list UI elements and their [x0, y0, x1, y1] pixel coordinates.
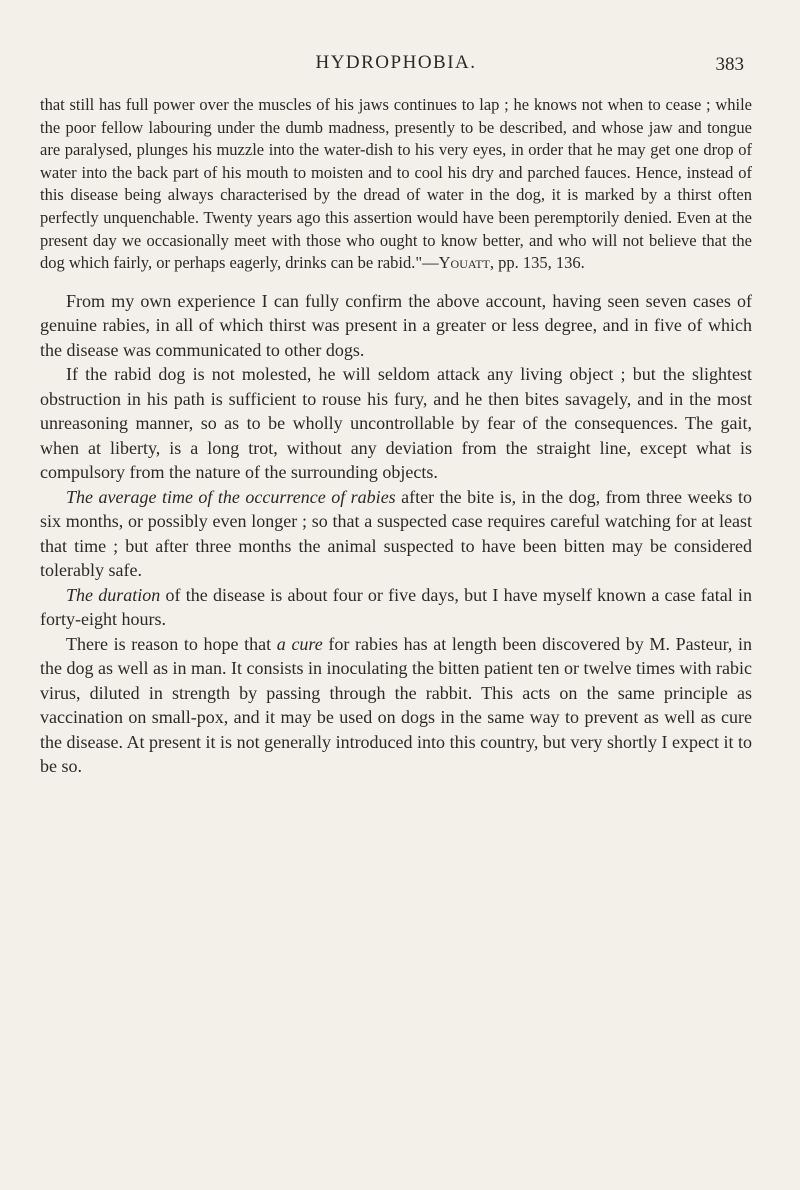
cure-text-rest: for rabies has at length been discovered by M. Pasteur, in the dog as well as in man. It consists in inoculating the bitten patient ten or twelve times with rabic virus, diluted in strength by passing through the rabbit. This acts on the same principle as vaccination on small-pox, and it may be used on dogs in the same way to prevent as well as cure the disease. At present it is not generally introduced into this country, but very shortly I expect it to be so.: [40, 633, 752, 777]
cure-text-start: There is reason to hope that: [66, 633, 277, 654]
duration-text: of the disease is about four or five days, but I have myself known a case fatal in forty-eight hours.: [40, 584, 752, 630]
incubation-text: after the bite is, in the dog, from three weeks to six months, or possibly even longer ; so that a suspected case requires careful watching for at least that time ; but after three months the animal suspected to have been bitten may be considered tolerably safe.: [40, 486, 752, 581]
paragraph-duration: [40, 583, 752, 632]
heading-duration: The duration: [66, 584, 161, 605]
quoted-passage: [40, 94, 752, 275]
paragraph-experience: From my own experience I can fully confirm the above account, having seen seven cases of genuine rabies, in all of which thirst was present in a greater or less degree, and in five of which the disease was communicated to other dogs.: [40, 290, 752, 360]
quote-text: that still has full power over the muscles of his jaws continues to lap ; he knows not when to cease ; while the poor fellow labouring under the dumb madness, presently to be described, and whose jaw and tongue are paralysed, plunges his muzzle into the water-dish to his very eyes, in order that he may get one drop of water into the back part of his mouth to moisten and to cool his dry and parched fauces. Hence, instead of this disease being always characterised by the dread of water in the dog, it is marked by a thirst often perfectly unquenchable. Twenty years ago this assertion would have been peremptorily denied. Even at the present day we occasionally meet with those who ought to know better, and who will not believe that the dog which fairly, or perhaps eagerly, drinks can be rabid."—: [40, 95, 752, 273]
heading-average-time: The average time of the occurrence of rabies: [66, 486, 396, 507]
paragraph-behaviour: If the rabid dog is not molested, he will seldom attack any living object ; but the slightest obstruction in his path is sufficient to rouse his fury, and he then bites savagely, and in the most unreasoning manner, so as to be wholly uncontrollable by fear of the consequences. The gait, when at liberty, is a long trot, without any deviation from the straight line, except what is compulsory from the nature of the surrounding objects.: [40, 364, 752, 483]
page-number: 383: [715, 54, 744, 75]
quote-citation-author: Youatt: [438, 253, 490, 273]
quote-citation-pages: , pp. 135, 136.: [489, 253, 585, 273]
running-head: [40, 52, 752, 82]
heading-cure: a cure: [276, 633, 323, 654]
running-title: HYDROPHOBIA.: [315, 52, 477, 73]
paragraph-incubation: [40, 485, 752, 583]
paragraph-cure: [40, 632, 752, 779]
book-page: [40, 52, 752, 779]
